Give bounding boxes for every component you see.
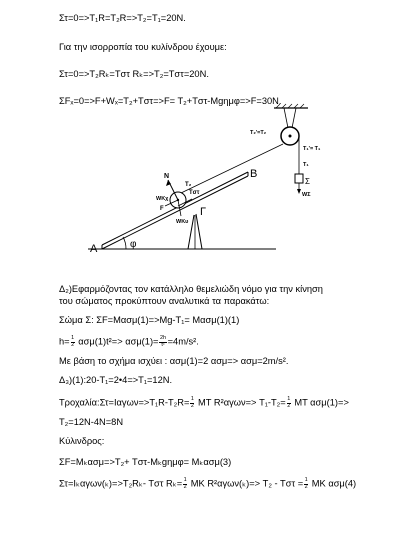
fraction-half-3: $\frac{1}{2}$ <box>287 396 291 409</box>
label-ws: WΣ <box>302 192 311 198</box>
physics-diagram <box>80 92 321 262</box>
fraction-half-5: $\frac{1}{2}$ <box>304 477 308 490</box>
label-wky: WΚυ <box>176 219 189 225</box>
fraction-half-4: $\frac{1}{2}$ <box>183 477 187 490</box>
support-leg-right <box>196 214 202 249</box>
arrow-ws-head <box>297 189 301 194</box>
line-body-sigma: Σώμα Σ: ΣF=Mασμ(1)=>Mg-T₁= Mασμ(1)(1) <box>59 315 240 325</box>
pulley-pre: Τροχαλία:Στ=Iαγων=>T₁R-T₂R= <box>59 397 190 408</box>
line-geometry-constraint: Με βάση το σχήμα ισχύει : ασμ(1)=2 ασμ=> ασμ=2m/s². <box>59 356 289 366</box>
label-t2-prime: T₂'=T₂ <box>250 130 267 136</box>
line-cylinder-force: ΣF=Mₖασμ=>T₂+ Tστ-Mₖgημφ= Mₖασμ(3) <box>59 457 232 467</box>
line-torque-pulley-equilibrium: Στ=0=>T₁R=T₂R=>T₂=T₁=20N. <box>59 13 186 23</box>
label-t2-cyl: T₂ <box>185 182 192 188</box>
label-b: Β <box>250 168 258 180</box>
pulley-hanger-left <box>284 108 288 128</box>
pulley-axle <box>289 135 292 138</box>
line-newton-law-intro-1: Δ₂)Εφαρμόζοντας τον κατάλληλο θεμελιώδη νόμο για την κίνηση <box>59 284 323 294</box>
label-n: N <box>164 173 170 180</box>
fraction-2h-t2: $\frac{2h}{\text{t²}}$ <box>159 335 167 348</box>
kinematics-pre: h= <box>59 336 70 347</box>
kinematics-post: =4m/s². <box>167 336 199 347</box>
line-kinematics <box>59 336 199 348</box>
line-cylinder-torque-2 <box>59 478 356 490</box>
line-cylinder-equilibrium-intro: Για την ισορροπία του κυλίνδρου έχουμε: <box>59 42 227 52</box>
pulley-mid: MΤ R²αγων=> T₁-T₂= <box>195 397 286 408</box>
label-t1: T₁ <box>303 162 309 168</box>
fraction-half: $\frac{1}{2}$ <box>71 335 75 348</box>
line-pulley-rotation <box>59 397 349 409</box>
cyl-torque-pre: Στ=Iₖαγων(ₖ)=>T₂Rₖ- Tστ Rₖ= <box>59 478 183 489</box>
label-tst: Tστ <box>189 190 200 196</box>
pulley-hanger-right <box>292 108 296 128</box>
line-force-sum-x: ΣFₓ=0=>F+Wₓ=T₂+Tστ=>F= T₂+Tστ-Mgημφ=>F=30N. <box>59 96 282 106</box>
label-f: F <box>160 206 164 212</box>
pulley-post: MΤ ασμ(1)=> <box>291 397 349 408</box>
cyl-torque-post: MΚ ασμ(4) <box>309 478 357 489</box>
mass-sigma <box>295 174 303 183</box>
incline-plank-top <box>102 172 248 245</box>
fraction-half-2: $\frac{1}{2}$ <box>190 396 194 409</box>
label-sigma: Σ <box>305 177 310 186</box>
label-a: Α <box>90 243 98 255</box>
label-phi: φ <box>130 239 137 250</box>
label-gamma: Γ <box>200 206 207 218</box>
line-t2-result: T₂=12N-4N=8N <box>59 417 124 427</box>
line-newton-law-intro-2: του σώματος προκύπτουν αναλυτικά τα παρακάτω: <box>59 296 270 306</box>
line-t1-result: Δ₃)(1):20-T₁=2•4=>T₁=12N. <box>59 375 173 385</box>
line-cylinder-heading: Κύλινδρος: <box>59 436 105 446</box>
label-wkx: WΚχ <box>156 196 169 202</box>
rope-cylinder-pulley <box>181 144 283 193</box>
line-cylinder-torque: Στ=0=>T₂Rₖ=Tστ Rₖ=>T₂=Tστ=20N. <box>59 69 209 79</box>
cyl-torque-mid: MΚ R²αγων(ₖ)=> T₂ - Tστ = <box>188 478 304 489</box>
label-t1-prime: T₁'= T₁ <box>303 146 321 152</box>
support-leg-left <box>188 215 194 249</box>
kinematics-mid: ασμ(1)t²=> ασμ(1)= <box>75 336 159 347</box>
